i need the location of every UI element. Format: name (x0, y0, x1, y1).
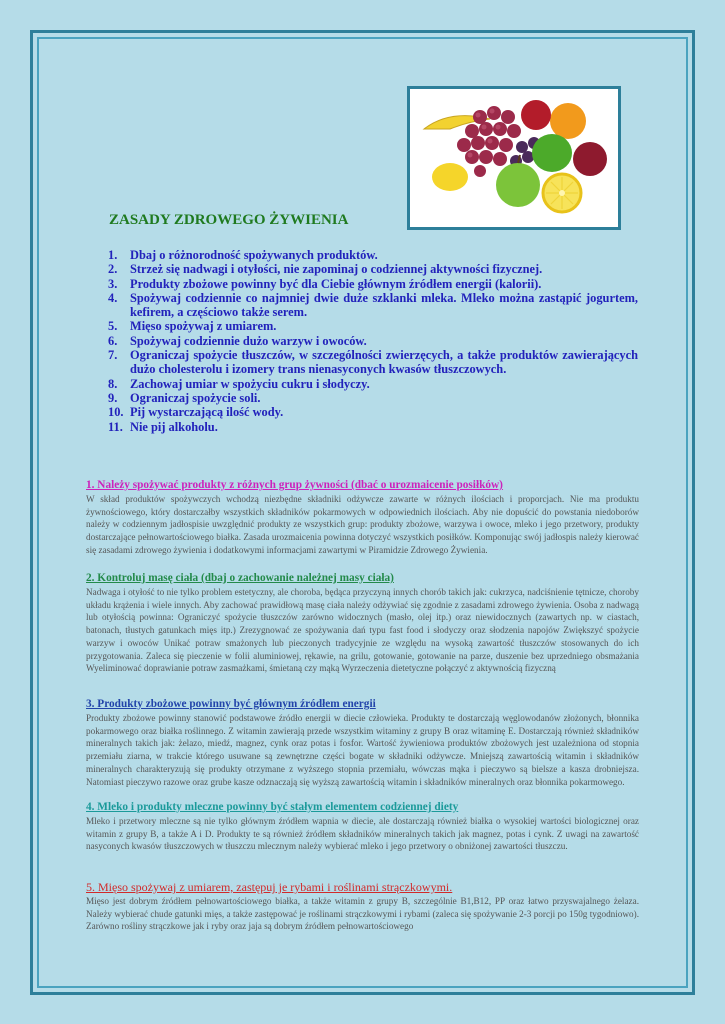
list-item: 4. Spożywaj codziennie co najmniej dwie duże szklanki mleka. Mleko można zastąpić jogurtem, kefirem, a częściowo także serem. (108, 290, 638, 320)
list-item: 7. Ograniczaj spożycie tłuszczów, w szczególności zwierzęcych, a także produktów zawierających dużo cholesterolu i izomery trans nienasyconych kwasów tłuszczowych. (108, 348, 638, 377)
section-heading: 1. Należy spożywać produkty z różnych grup żywności (dbać o urozmaicenie posiłków) (86, 479, 503, 491)
list-item: 9. Ograniczaj spożycie soli. (108, 390, 261, 405)
fruit-photo-icon (410, 89, 618, 227)
section-heading: 3. Produkty zbożowe powinny być głównym źródłem energii (86, 698, 376, 710)
section-dairy (86, 800, 639, 853)
section-body: Produkty zbożowe powinny stanowić podstawowe źródło energii w diecie człowieka. Produkty te dostarczają węglowodanów złożonych, błonnika pokarmowego oraz białka roślinnego. Z witamin zawierają przede wszystkim witaminy z grupy B oraz witaminę E. Dostarczają również składników mineralnych takich jak: żelazo, miedź, magnez, cynk oraz potas i fosfor. Wartość żywieniowa produktów zbożowych jest uzależniona od stopnia przemiału ziarna, w trakcie którego usuwane są zewnętrzne części bogate w składniki odżywcze. Mniejszą zawartością witamin i składników mineralnych charakteryzują się produkty otrzymane z wyższego stopnia przemiału, wówczas mąka i pieczywo są bielsze a kasza drobniejsza. Natomiast pieczywo razowe oraz grube kasze odznaczają się wyższą zawartością witamin i składników mineralnych oraz błonnika pokarmowego. (86, 713, 639, 787)
list-item: 8. Zachowaj umiar w spożyciu cukru i słodyczy. (108, 376, 370, 391)
fruit-image (407, 86, 621, 230)
section-grains (86, 697, 639, 788)
list-item: 10. Pij wystarczającą ilość wody. (108, 405, 284, 420)
section-heading: 4. Mleko i produkty mleczne powinny być stałym elementem codziennej diety (86, 801, 459, 813)
section-meat (86, 880, 639, 933)
list-item: 5. Mięso spożywaj z umiarem. (108, 319, 277, 334)
section-body: Mleko i przetwory mleczne są nie tylko głównym źródłem wapnia w diecie, ale dostarczają również białka o wysokiej wartości biologicznej oraz witamin z grupy B, a także A i D. Produkty te są również źródłem składników mineralnych takich jak magnez, potas i cynk. Z uwagi na zawartość nasyconych kwasów tłuszczowych w tłuszczu mlecznym należy wybierać mleko i jego przetwory o obniżonej zawartości tłuszczu. (86, 816, 639, 852)
section-variety (86, 478, 639, 557)
section-body: W skład produktów spożywczych wchodzą niezbędne składniki odżywcze zawarte w różnych ilościach i proporcjach. Nie ma produktu żywnościowego, który dostarczałby wszystkich składników pokarmowych w odpowiednich ilościach. Aby nie dopuścić do powstania niedoborów należy w codziennym jadłospisie uwzględnić produkty ze wszystkich grup: produkty zbożowe, warzywa i owoce, mleko i jego przetwory, produkty dostarczające pełnowartościowego białka. Zasada urozmaicenia powinna dotyczyć wszystkich posiłków. Komponując swój jadłospis należy kierować się zasadami zdrowego żywienia i dodatkowymi informacjami zawartymi w Piramidzie Zdrowego Żywienia. (86, 494, 639, 555)
section-body-weight (86, 571, 639, 675)
list-item: 6. Spożywaj codziennie dużo warzyw i owoców. (108, 333, 367, 348)
page-title: ZASADY ZDROWEGO ŻYWIENIA (109, 212, 349, 228)
rules-list (108, 248, 638, 434)
list-item: 1. Dbaj o różnorodność spożywanych produktów. (108, 248, 378, 262)
list-item: 2. Strzeż się nadwagi i otyłości, nie zapominaj o codziennej aktywności fizycznej. (108, 262, 543, 277)
section-heading: 5. Mięso spożywaj z umiarem, zastępuj je rybami i roślinami strączkowymi. (86, 880, 453, 894)
list-item: 11. Nie pij alkoholu. (108, 419, 218, 434)
section-body: Mięso jest dobrym źródłem pełnowartościowego białka, a także witamin z grupy B, szczególnie B1,B12, PP oraz łatwo przyswajalnego żelaza. Należy wybierać chude gatunki mięs, a także zastępować je roślinami strączkowymi i rybami (zaleca się spożywanie 2-3 porcji po 150g tygodniowo). Zarówno rośliny strączkowe jak i ryby oraz jaja są dobrym źródłem pełnowartościowego (86, 896, 639, 932)
section-heading: 2. Kontroluj masę ciała (dbaj o zachowanie należnej masy ciała) (86, 572, 394, 584)
list-item: 3. Produkty zbożowe powinny być dla Ciebie głównym źródłem energii (kalorii). (108, 276, 542, 291)
section-body: Nadwaga i otyłość to nie tylko problem estetyczny, ale choroba, będąca przyczyną innych chorób takich jak: cukrzyca, nadciśnienie tętnicze, choroby układu krążenia i wiele innych. Aby zachować prawidłową masę ciała należy odżywiać się zgodnie z zasadami zdrowego żywienia. Osoba z nadwagą lub otyłością powinna: Ograniczyć spożycie tłuszczów zarówno widocznych (masło, olej itp.) oraz niewidocznych (zawartych np. w ciastach, batonach, tłustych gatunkach mięs itp.) Zrezygnować ze spożywania dań typu fast food i słodyczy oraz słodzenia napojów Zwiększyć spożycie warzyw i owoców Unikać potraw smażonych lub pieczonych tradycyjnie ze względu na wysoką zawartość tłuszczów stosowanych do ich przygotowania. Zaleca się pieczenie w folii aluminiowej, rękawie, na grilu, gotowanie, gotowanie na parze, duszenie bez uprzedniego obsmażania Wyeliminować doprawianie potraw zasmażkami, śmietaną czy mąką Wyrzeczenia dietetyczne połączyć z aktywnością fizyczną (86, 587, 639, 674)
